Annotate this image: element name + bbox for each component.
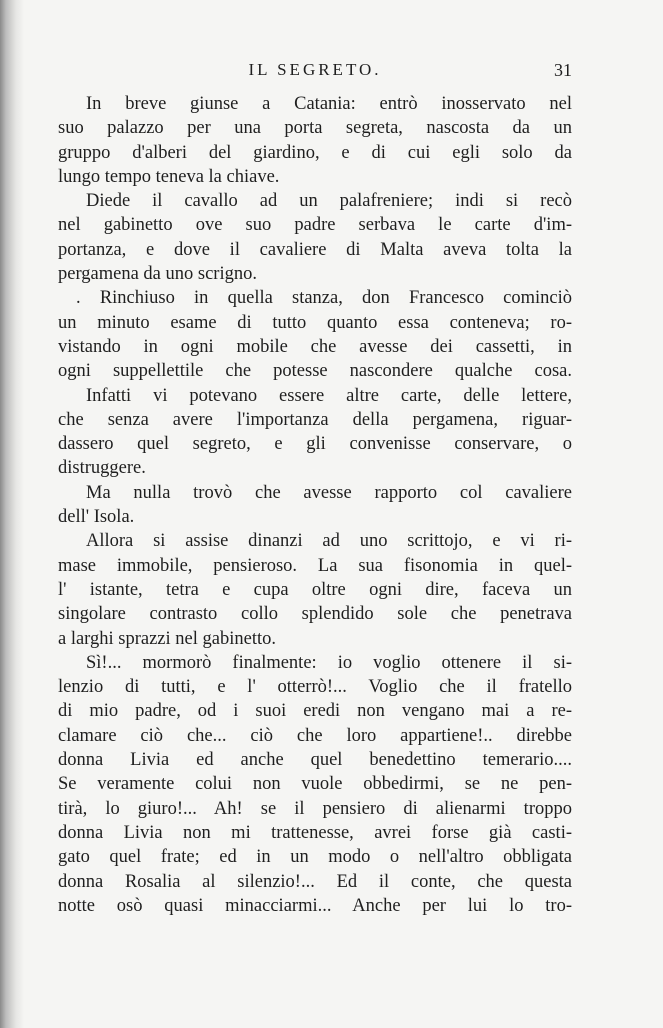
text-line: che senza avere l'importanza della pergamena, riguar-: [58, 409, 572, 430]
text-line: singolare contrasto collo splendido sole che penetrava: [58, 604, 572, 625]
page-number: 31: [554, 60, 572, 80]
running-title: IL SEGRETO.: [248, 60, 382, 79]
text-line: l' istante, tetra e cupa oltre ogni dire, faceva un: [58, 579, 572, 600]
text-line: gruppo d'alberi del giardino, e di cui egli solo da: [58, 142, 572, 163]
binding-gutter: [0, 0, 24, 1028]
text-line: portanza, e dove il cavaliere di Malta aveva tolta la: [58, 239, 572, 260]
text-line: mase immobile, pensieroso. La sua fisonomia in quel-: [58, 555, 572, 576]
text-line: notte osò quasi minacciarmi... Anche per lui lo tro-: [58, 895, 572, 916]
text-line: tirà, lo giuro!... Ah! se il pensiero di alienarmi troppo: [58, 798, 572, 819]
text-line: Allora si assise dinanzi ad uno scrittojo, e vi ri-: [86, 531, 572, 552]
text-line: a larghi sprazzi nel gabinetto.: [58, 628, 276, 649]
text-line: lenzio di tutti, e l' otterrò!... Voglio che il fratello: [58, 677, 572, 698]
text-line: distruggere.: [58, 458, 146, 479]
text-line: pergamena da uno scrigno.: [58, 264, 257, 285]
text-line: di mio padre, od i suoi eredi non vengano mai a re-: [58, 701, 572, 722]
text-line: nel gabinetto ove suo padre serbava le carte d'im-: [58, 215, 572, 236]
text-line: . Rinchiuso in quella stanza, don Francesco cominciò: [76, 288, 572, 309]
text-line: suo palazzo per una porta segreta, nascosta da un: [58, 118, 572, 139]
text-line: Ma nulla trovò che avesse rapporto col cavaliere: [86, 482, 572, 503]
text-line: dassero quel segreto, e gli convenisse conservare, o: [58, 434, 572, 455]
text-line: un minuto esame di tutto quanto essa conteneva; ro-: [58, 312, 572, 333]
text-line: Diede il cavallo ad un palafreniere; indi si recò: [86, 191, 572, 212]
text-line: gato quel frate; ed in un modo o nell'altro obbligata: [58, 847, 572, 868]
text-line: Infatti vi potevano essere altre carte, delle lettere,: [86, 385, 572, 406]
text-line: Sì!... mormorò finalmente: io voglio ottenere il si-: [86, 652, 572, 673]
text-line: clamare ciò che... ciò che loro appartiene!.. direbbe: [58, 725, 572, 746]
text-line: ogni suppellettile che potesse nascondere qualche cosa.: [58, 361, 572, 382]
text-line: lungo tempo teneva la chiave.: [58, 166, 280, 187]
text-line: In breve giunse a Catania: entrò inosservato nel: [86, 94, 572, 114]
text-line: donna Livia non mi trattenesse, avrei forse già casti-: [58, 822, 572, 843]
text-line: donna Rosalia al silenzio!... Ed il conte, che questa: [58, 871, 572, 892]
text-line: Se veramente colui non vuole obbedirmi, se ne pen-: [58, 774, 572, 795]
page-header: [58, 60, 572, 86]
text-line: vistando in ogni mobile che avesse dei cassetti, in: [58, 336, 572, 357]
text-line: donna Livia ed anche quel benedettino temerario....: [58, 750, 572, 771]
body-text: [58, 92, 572, 918]
text-line: dell' Isola.: [58, 507, 135, 528]
